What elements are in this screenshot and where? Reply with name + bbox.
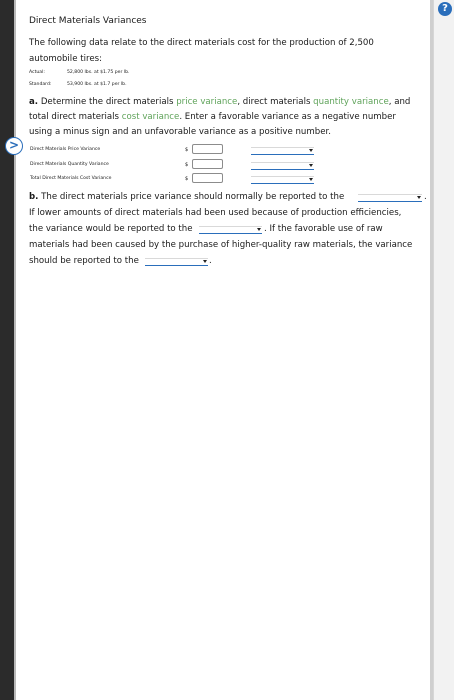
quantity-variance-label: Direct Materials Quantity Variance: [30, 162, 109, 167]
price-variance-link[interactable]: price variance: [176, 97, 238, 107]
right-side-strip: [433, 0, 454, 700]
part-b-line-3-end: . If the favorable use of raw: [264, 224, 383, 234]
dropdown-caret-icon: [417, 196, 421, 199]
dropdown-caret-icon: [203, 260, 207, 263]
dropdown-caret-icon: [309, 164, 313, 167]
currency-symbol: $: [185, 162, 189, 168]
price-variance-report-select[interactable]: [358, 194, 422, 202]
chevron-right-icon[interactable]: >: [5, 137, 23, 155]
part-b-line-4: materials had been caused by the purchase of higher-quality raw materials, the variance: [29, 240, 413, 250]
part-a-text: , and: [388, 97, 411, 107]
actual-value: 52,800 lbs. at $1.75 per lb.: [67, 70, 130, 75]
part-b-text: The direct materials price variance should normally be reported to the: [41, 192, 345, 202]
part-b-line-5: should be reported to the: [29, 256, 139, 266]
total-cost-variance-type-select[interactable]: [251, 176, 314, 184]
part-b-line-3: the variance would be reported to the: [29, 224, 193, 234]
quantity-variance-link[interactable]: quantity variance: [313, 97, 389, 107]
part-a-line-2: [29, 111, 396, 123]
price-variance-type-select[interactable]: [251, 147, 314, 155]
part-a-text: total direct materials: [29, 112, 122, 122]
efficiency-variance-report-select[interactable]: [199, 226, 262, 234]
part-b-period: .: [209, 256, 212, 266]
part-a-text: Determine the direct materials: [40, 97, 177, 107]
part-b-marker: b.: [29, 192, 39, 202]
part-a-marker: a.: [29, 97, 39, 107]
actual-label: Actual:: [29, 70, 45, 75]
total-cost-variance-amount-input[interactable]: [192, 173, 223, 183]
part-a-line-1: [29, 96, 410, 108]
quality-variance-report-select[interactable]: [145, 258, 208, 266]
price-variance-amount-input[interactable]: [192, 144, 223, 154]
standard-value: 53,900 lbs. at $1.7 per lb.: [67, 82, 127, 87]
total-cost-variance-label: Total Direct Materials Cost Variance: [30, 176, 112, 181]
intro-line-1: The following data relate to the direct materials cost for the production of 2,500: [29, 38, 374, 48]
standard-label: Standard:: [29, 82, 52, 87]
part-a-text: . Enter a favorable variance as a negative number: [179, 112, 396, 122]
part-a-line-3: using a minus sign and an unfavorable variance as a positive number.: [29, 127, 331, 137]
part-b-line-2: If lower amounts of direct materials had been used because of production efficiencies,: [29, 208, 402, 218]
page-title: Direct Materials Variances: [29, 16, 147, 26]
cost-variance-link[interactable]: cost variance: [121, 112, 180, 122]
part-b-period: .: [424, 192, 427, 202]
question-icon[interactable]: ?: [438, 2, 452, 16]
currency-symbol: $: [185, 147, 189, 153]
left-border: [0, 0, 14, 700]
dropdown-caret-icon: [309, 149, 313, 152]
quantity-variance-amount-input[interactable]: [192, 159, 223, 169]
currency-symbol: $: [185, 176, 189, 182]
dropdown-caret-icon: [257, 228, 261, 231]
quantity-variance-type-select[interactable]: [251, 162, 314, 170]
dropdown-caret-icon: [309, 178, 313, 181]
part-b-line-1: [29, 191, 344, 203]
part-a-text: , direct materials: [237, 97, 314, 107]
price-variance-label: Direct Materials Price Variance: [30, 147, 101, 152]
intro-line-2: automobile tires:: [29, 54, 102, 64]
